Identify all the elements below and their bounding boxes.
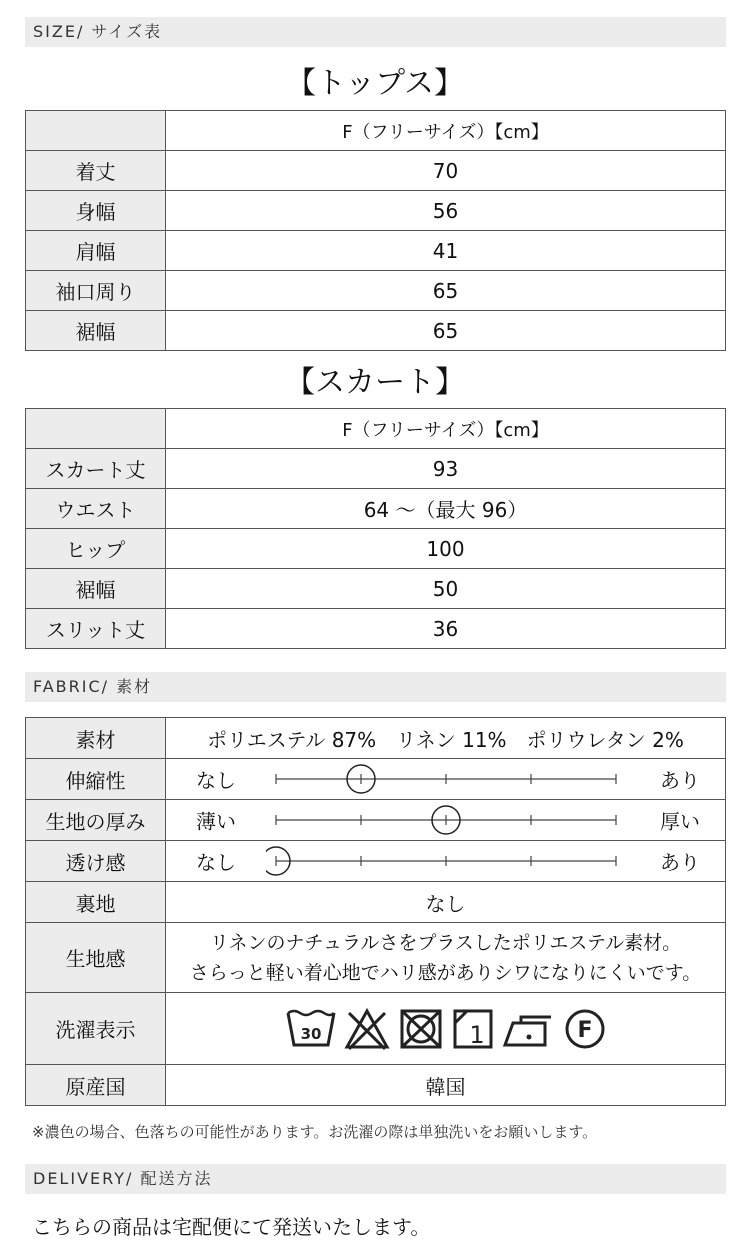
care-row [26,993,726,1065]
skirt-size-table [25,408,726,649]
line-dry-shade-icon [451,1007,495,1051]
row-label: 洗濯表示 [26,993,166,1065]
scale-left-label: なし [196,850,236,875]
table-row [26,569,726,609]
size-header: F（フリーサイズ）【cm】 [166,111,726,151]
scale-right-label: 厚い [660,809,700,834]
scale-right-label: あり [660,850,700,875]
row-label: ウエスト [26,489,166,529]
row-label: 素材 [26,718,166,759]
table-row [26,151,726,191]
row-value: 100 [166,529,726,569]
no-bleach-icon [343,1007,391,1051]
table-header-row [26,409,726,449]
table-row [26,449,726,489]
texture-description [166,923,726,993]
header-blank-cell [26,409,166,449]
row-label: 原産国 [26,1065,166,1106]
material-value: ポリエステル 87% リネン 11% ポリウレタン 2% [166,718,726,759]
care-note: ※濃色の場合、色落ちの可能性があります。お洗濯の際は単独洗いをお願いします。 [32,1123,598,1141]
row-value: 64 ～（最大 96） [166,489,726,529]
table-row [26,191,726,231]
row-label: 透け感 [26,841,166,882]
row-value: 93 [166,449,726,489]
lining-value: なし [166,882,726,923]
scale-row [26,800,726,841]
row-label: 伸縮性 [26,759,166,800]
no-tumble-dry-icon [397,1007,445,1051]
scale-row [26,759,726,800]
row-value: 36 [166,609,726,649]
row-value: 50 [166,569,726,609]
row-label: 裏地 [26,882,166,923]
row-label: 生地の厚み [26,800,166,841]
material-row [26,718,726,759]
delivery-text: こちらの商品は宅配便にて発送いたします。 [32,1215,431,1239]
row-label: 身幅 [26,191,166,231]
dry-symbol-text: 1 [468,1020,485,1049]
row-label: 着丈 [26,151,166,191]
size-header: F（フリーサイズ）【cm】 [166,409,726,449]
iron-low-icon [501,1007,557,1051]
scale-left-label: なし [196,768,236,793]
row-label: スカート丈 [26,449,166,489]
header-blank-cell [26,111,166,151]
row-label: 生地感 [26,923,166,993]
thickness-scale [166,800,726,841]
row-value: 70 [166,151,726,191]
stretch-scale [166,759,726,800]
origin-row [26,1065,726,1106]
row-label: スリット丈 [26,609,166,649]
sheerness-scale [166,841,726,882]
care-symbols [166,993,726,1065]
texture-line-2: さらっと軽い着心地でハリ感がありシワになりにくいです。 [189,961,702,984]
wash-30-icon [285,1007,337,1051]
table-row [26,311,726,351]
scale-right-label: あり [660,768,700,793]
origin-value: 韓国 [166,1065,726,1106]
skirt-title: 【スカート】 [285,365,465,400]
tops-title: 【トップス】 [286,66,464,101]
wash-temp-text: 30 [300,1024,321,1043]
texture-line-1: リネンのナチュラルさをプラスしたポリエステル素材。 [209,931,682,954]
fabric-table [25,717,726,1106]
row-label: 肩幅 [26,231,166,271]
row-value: 56 [166,191,726,231]
lining-row [26,882,726,923]
stretch-scale-graphic [266,763,626,795]
texture-row [26,923,726,993]
dry-clean-f-icon [563,1007,607,1051]
row-value: 41 [166,231,726,271]
row-label: 袖口周り [26,271,166,311]
scale-left-label: 薄い [196,809,236,834]
delivery-section-header: DELIVERY/ 配送方法 [25,1164,726,1194]
table-row [26,609,726,649]
row-value: 65 [166,311,726,351]
dry-clean-letter: F [576,1017,593,1043]
row-label: ヒップ [26,529,166,569]
table-row [26,489,726,529]
tops-size-table [25,110,726,351]
sheerness-scale-graphic [266,845,626,877]
size-section-header: SIZE/ サイズ表 [25,17,726,47]
row-label: 裾幅 [26,311,166,351]
table-row [26,529,726,569]
row-label: 裾幅 [26,569,166,609]
table-row [26,231,726,271]
table-header-row [26,111,726,151]
row-value: 65 [166,271,726,311]
thickness-scale-graphic [266,804,626,836]
table-row [26,271,726,311]
fabric-section-header: FABRIC/ 素材 [25,672,726,702]
scale-row [26,841,726,882]
